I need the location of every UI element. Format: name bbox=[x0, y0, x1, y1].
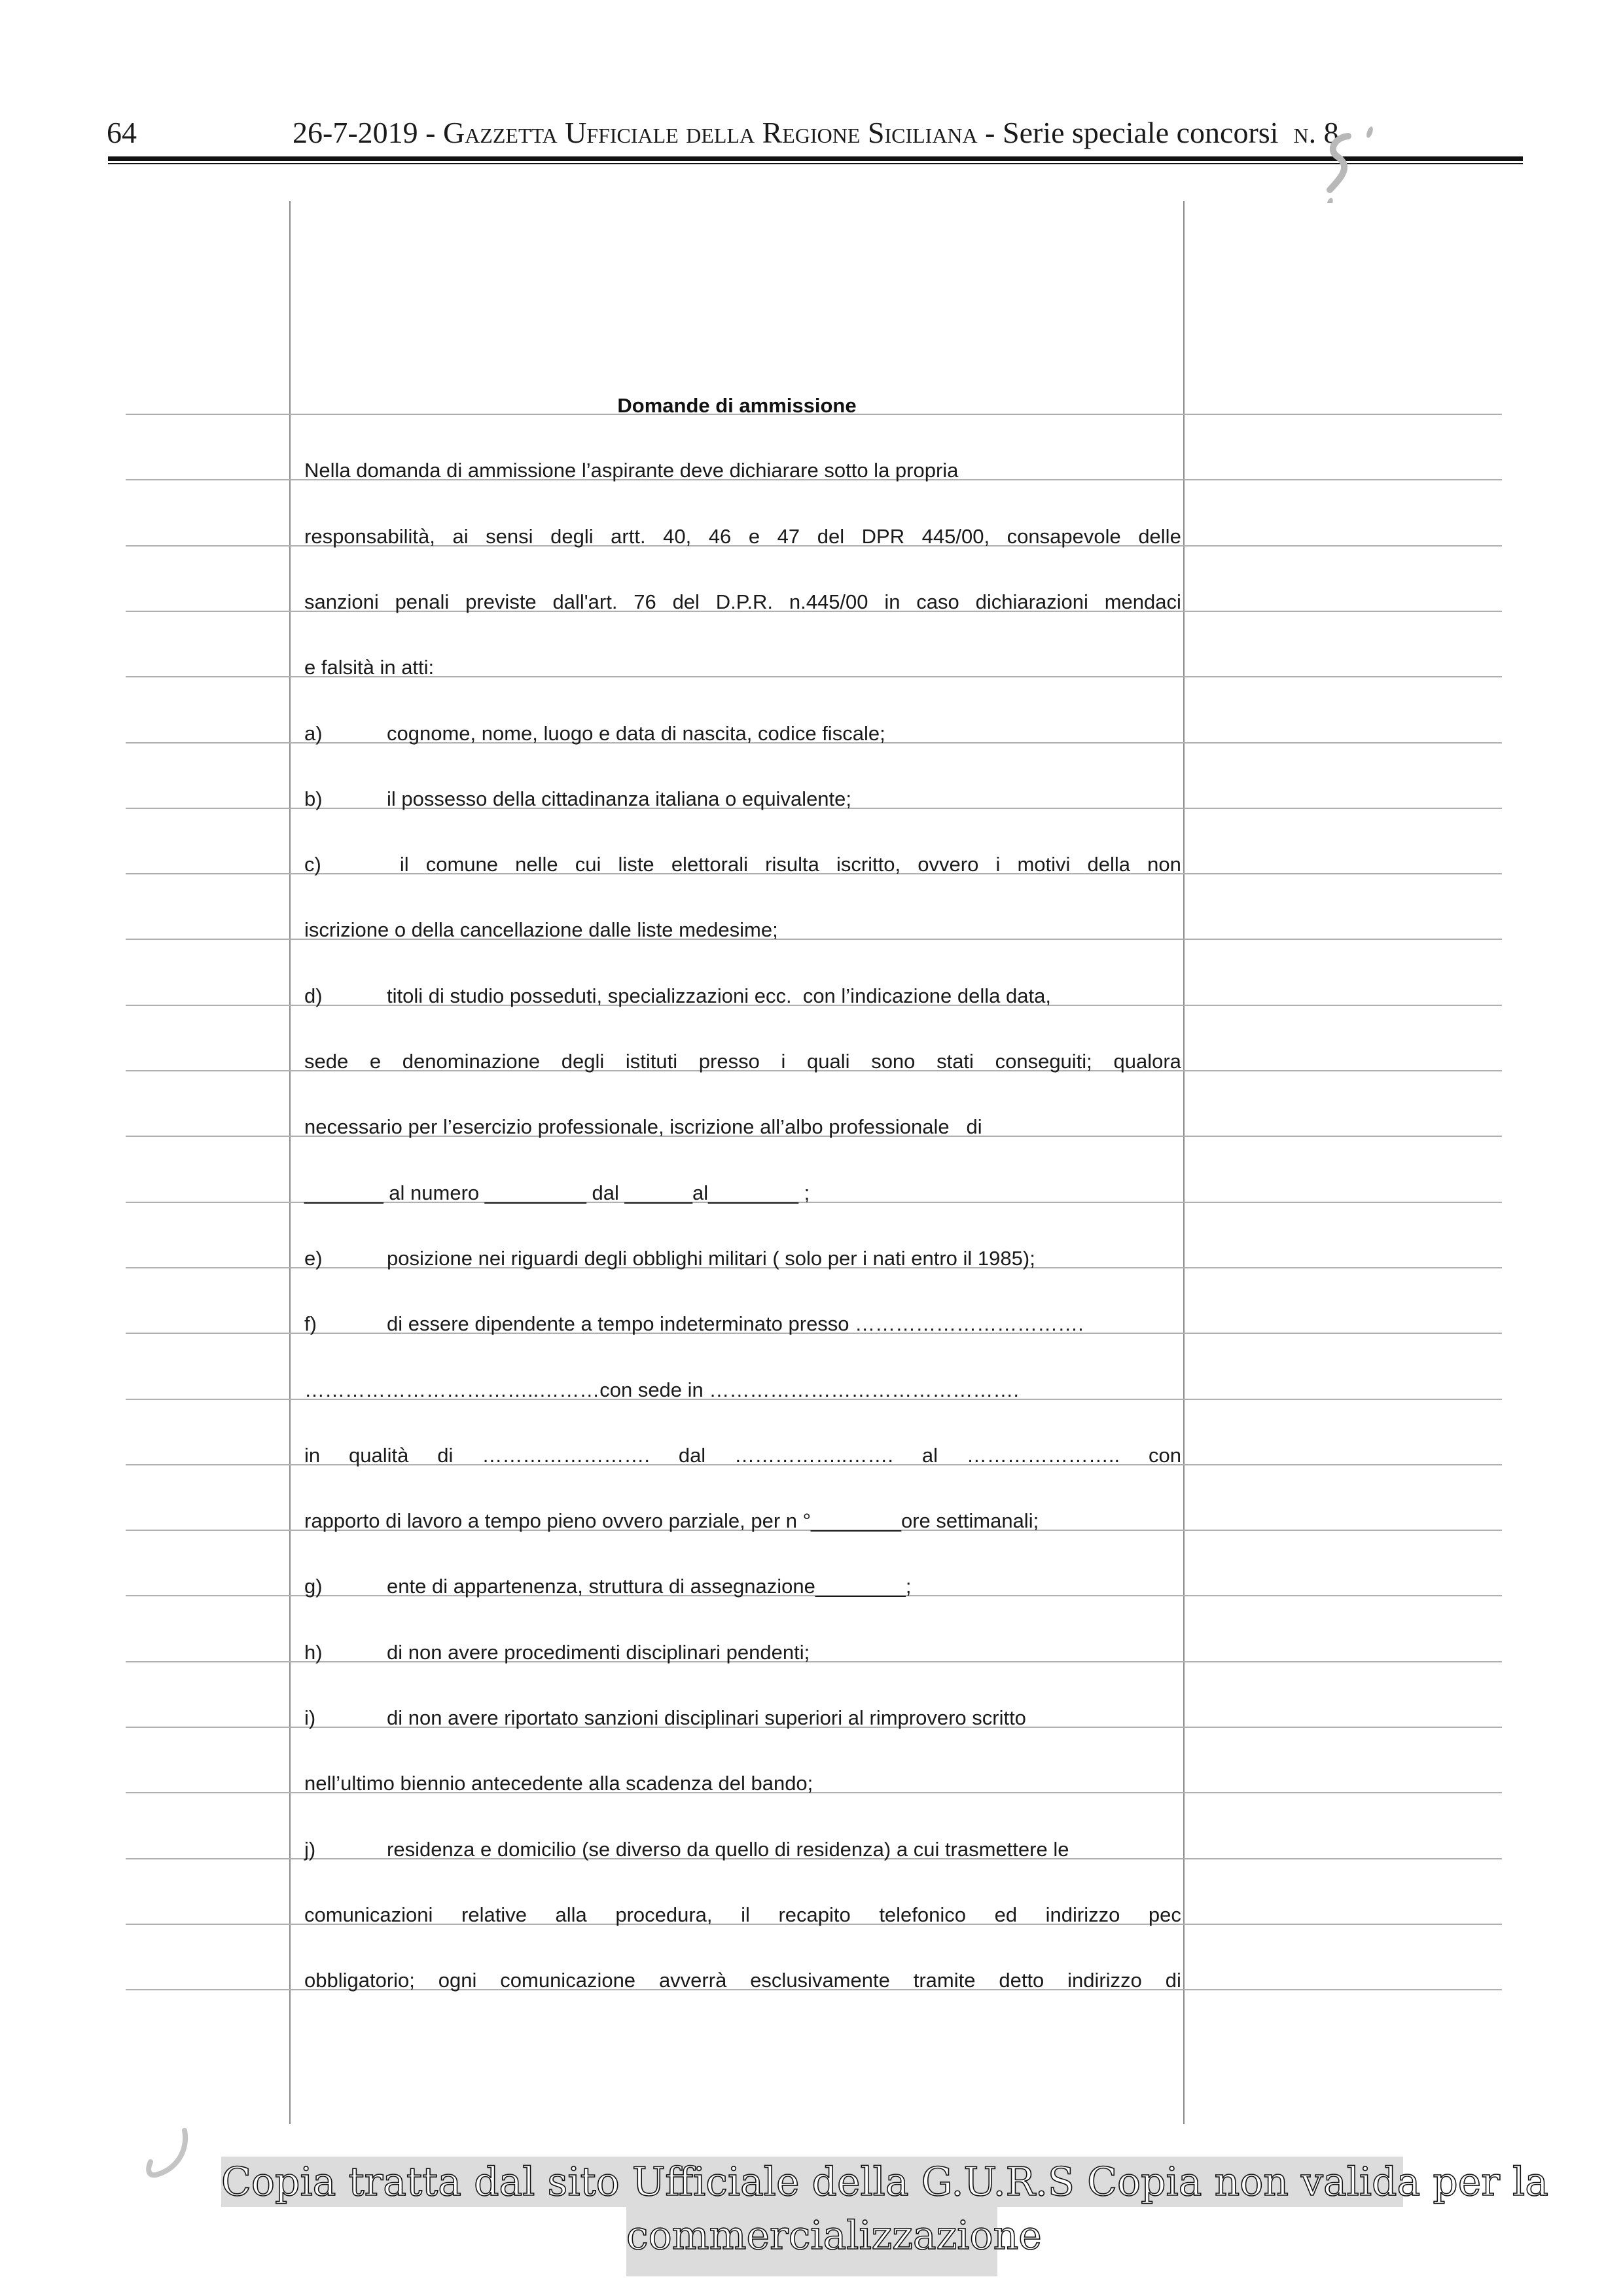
header-separator: - bbox=[418, 116, 443, 149]
header-issue-number: 8 bbox=[1323, 116, 1339, 149]
word: ovvero bbox=[918, 853, 979, 876]
word: i bbox=[781, 1050, 786, 1073]
word: della bbox=[1087, 853, 1131, 876]
form-line bbox=[304, 986, 1181, 1006]
word: del bbox=[817, 525, 845, 548]
line-text bbox=[400, 854, 1181, 874]
word: ai bbox=[452, 525, 469, 548]
form-line bbox=[304, 1314, 1181, 1334]
watermark-line-2 bbox=[626, 2207, 1042, 2276]
form-line bbox=[304, 789, 1181, 809]
item-label: a) bbox=[304, 722, 323, 745]
word: 76 bbox=[633, 590, 656, 613]
form-right-border bbox=[1183, 201, 1185, 2124]
word: avverrà bbox=[658, 1969, 727, 1992]
word: presso bbox=[698, 1050, 760, 1073]
word: relative bbox=[461, 1903, 527, 1926]
item-label: f) bbox=[304, 1312, 317, 1335]
line-text: ente di appartenenza, struttura di assegnazione________; bbox=[387, 1575, 912, 1598]
form-line bbox=[304, 1380, 1181, 1400]
watermark-line-1 bbox=[221, 2157, 1548, 2207]
form-line bbox=[304, 460, 1181, 480]
line-text: iscrizione o della cancellazione dalle liste medesime; bbox=[304, 918, 778, 941]
word: istituti bbox=[625, 1050, 678, 1073]
form-line bbox=[304, 723, 1181, 744]
word: artt. bbox=[611, 525, 646, 548]
word: n.445/00 bbox=[789, 590, 868, 613]
line-text bbox=[304, 1051, 1181, 1071]
word: elettorali bbox=[671, 853, 748, 876]
word: degli bbox=[550, 525, 594, 548]
word: qualora bbox=[1113, 1050, 1181, 1073]
form-line bbox=[304, 1970, 1181, 1990]
line-text: di non avere riportato sanzioni disciplinari superiori al rimprovero scritto bbox=[387, 1706, 1026, 1729]
word: dal bbox=[678, 1444, 706, 1467]
line-text bbox=[304, 1445, 1181, 1465]
word: mendaci bbox=[1104, 590, 1181, 613]
form-line bbox=[304, 1117, 1181, 1137]
word: comunicazioni bbox=[304, 1903, 433, 1926]
watermark-text-1: Copia tratta dal sito Ufficiale della G.U.R.S Copia non valida per la bbox=[221, 2159, 1548, 2205]
word: recapito bbox=[778, 1903, 851, 1926]
item-label: d) bbox=[304, 984, 323, 1007]
word: risulta bbox=[765, 853, 819, 876]
word: sanzioni bbox=[304, 590, 379, 613]
form-line bbox=[304, 1183, 1181, 1203]
word: denominazione bbox=[402, 1050, 541, 1073]
line-text: titoli di studio posseduti, specializzazioni ecc. con l’indicazione della data, bbox=[387, 984, 1051, 1007]
word: pec bbox=[1148, 1903, 1181, 1926]
word: cui bbox=[575, 853, 601, 876]
word: esclusivamente bbox=[750, 1969, 890, 1992]
form-line bbox=[304, 526, 1181, 547]
word: iscritto, bbox=[836, 853, 901, 876]
word: il bbox=[399, 853, 409, 876]
word: comunicazione bbox=[500, 1969, 636, 1992]
word: responsabilità, bbox=[304, 525, 435, 548]
word: in bbox=[304, 1444, 321, 1467]
word: penali bbox=[395, 590, 450, 613]
word: stati bbox=[936, 1050, 974, 1073]
item-label: i) bbox=[304, 1706, 316, 1729]
word: obbligatorio; bbox=[304, 1969, 415, 1992]
word: del bbox=[672, 590, 700, 613]
form-line bbox=[304, 1773, 1181, 1793]
word: 445/00, bbox=[921, 525, 990, 548]
word: degli bbox=[561, 1050, 605, 1073]
header-publication: Gazzetta Ufficiale della Regione Siciliana bbox=[442, 116, 978, 149]
form-title: Domande di ammissione bbox=[617, 394, 857, 417]
line-text: cognome, nome, luogo e data di nascita, codice fiscale; bbox=[387, 722, 885, 745]
word: e bbox=[369, 1050, 382, 1073]
word: ……………..……. bbox=[734, 1444, 893, 1467]
word: detto bbox=[999, 1969, 1044, 1992]
word: indirizzo bbox=[1067, 1969, 1142, 1992]
word: i bbox=[995, 853, 1001, 876]
line-text: di essere dipendente a tempo indeterminato presso ……………………………. bbox=[387, 1312, 1084, 1335]
form-line bbox=[304, 1051, 1181, 1071]
word: indirizzo bbox=[1045, 1903, 1120, 1926]
form-line bbox=[304, 1839, 1181, 1859]
line-text bbox=[304, 1905, 1181, 1925]
form-line bbox=[304, 1445, 1181, 1465]
word: con bbox=[1148, 1444, 1181, 1467]
word: nelle bbox=[515, 853, 558, 876]
word: procedura, bbox=[615, 1903, 713, 1926]
page-number: 64 bbox=[107, 116, 137, 149]
item-label: b) bbox=[304, 787, 323, 810]
word: comune bbox=[425, 853, 499, 876]
item-label: g) bbox=[304, 1575, 323, 1598]
word: di bbox=[437, 1444, 454, 1467]
word: dall'art. bbox=[552, 590, 618, 613]
line-text: nell’ultimo biennio antecedente alla scadenza del bando; bbox=[304, 1772, 813, 1795]
item-label: j) bbox=[304, 1838, 316, 1861]
form-line bbox=[304, 1905, 1181, 1925]
running-header bbox=[293, 118, 1353, 148]
watermark-text-2: commercializzazione bbox=[626, 2213, 1042, 2259]
word: ed bbox=[994, 1903, 1018, 1926]
form-line bbox=[304, 854, 1181, 874]
word: sono bbox=[871, 1050, 916, 1073]
line-text: residenza e domicilio (se diverso da quello di residenza) a cui trasmettere le bbox=[387, 1838, 1069, 1861]
word: ………………….. bbox=[966, 1444, 1120, 1467]
arc-mark-icon bbox=[137, 2124, 196, 2183]
fill-in-line: _______ al numero _________ dal ______al________ ; bbox=[304, 1181, 810, 1204]
word: non bbox=[1147, 853, 1181, 876]
line-text: e falsità in atti: bbox=[304, 656, 435, 679]
item-label: e) bbox=[304, 1247, 323, 1270]
line-text bbox=[304, 1970, 1181, 1990]
word: caso bbox=[916, 590, 959, 613]
line-text bbox=[304, 592, 1181, 612]
form-line bbox=[304, 1248, 1181, 1268]
word: 40, bbox=[663, 525, 692, 548]
form-left-border bbox=[289, 201, 291, 2124]
stamp-mark-icon bbox=[1302, 124, 1381, 203]
header-series: Serie speciale concorsi bbox=[1002, 116, 1279, 149]
word: ogni bbox=[438, 1969, 477, 1992]
word: previste bbox=[465, 590, 537, 613]
word: liste bbox=[618, 853, 654, 876]
form-line bbox=[304, 592, 1181, 612]
line-text: ……………………………..………con sede in ………………………………………. bbox=[304, 1378, 1020, 1401]
word: e bbox=[748, 525, 760, 548]
word: alla bbox=[555, 1903, 587, 1926]
word: dichiarazioni bbox=[975, 590, 1088, 613]
word: sede bbox=[304, 1050, 349, 1073]
word: 47 bbox=[777, 525, 800, 548]
word: conseguiti; bbox=[995, 1050, 1092, 1073]
line-text: posizione nei riguardi degli obblighi militari ( solo per i nati entro il 1985); bbox=[387, 1247, 1035, 1270]
form-line bbox=[304, 1642, 1181, 1662]
word: 46 bbox=[708, 525, 732, 548]
word: sensi bbox=[486, 525, 533, 548]
header-separator-2: - bbox=[977, 116, 1003, 149]
line-text bbox=[304, 526, 1181, 547]
line-text: Nella domanda di ammissione l’aspirante deve dichiarare sotto la propria bbox=[304, 459, 959, 482]
form-line bbox=[304, 657, 1181, 677]
line-text: necessario per l’esercizio professionale, iscrizione all’albo professionale di bbox=[304, 1115, 982, 1138]
form-line bbox=[304, 1576, 1181, 1596]
line-text: il possesso della cittadinanza italiana o equivalente; bbox=[387, 787, 852, 810]
word: di bbox=[1165, 1969, 1181, 1992]
form-line bbox=[304, 1708, 1181, 1728]
word: tramite bbox=[913, 1969, 976, 1992]
word: al bbox=[921, 1444, 938, 1467]
word: motivi bbox=[1017, 853, 1071, 876]
word: telefonico bbox=[879, 1903, 967, 1926]
word: DPR bbox=[861, 525, 905, 548]
word: ……………………. bbox=[482, 1444, 650, 1467]
header-date: 26-7-2019 bbox=[293, 116, 418, 149]
word: in bbox=[884, 590, 901, 613]
word: qualità bbox=[349, 1444, 409, 1467]
form-line bbox=[304, 920, 1181, 940]
header-issue-prefix: n. bbox=[1293, 116, 1317, 149]
word: D.P.R. bbox=[715, 590, 774, 613]
word: il bbox=[741, 1903, 750, 1926]
form-line bbox=[304, 1511, 1181, 1531]
line-text: rapporto di lavoro a tempo pieno ovvero parziale, per n °________ore settimanali; bbox=[304, 1509, 1039, 1532]
word: consapevole bbox=[1007, 525, 1121, 548]
item-label: c) bbox=[304, 853, 321, 876]
item-label: h) bbox=[304, 1641, 323, 1664]
word: quali bbox=[807, 1050, 850, 1073]
line-text: di non avere procedimenti disciplinari pendenti; bbox=[387, 1641, 810, 1664]
word: delle bbox=[1138, 525, 1181, 548]
